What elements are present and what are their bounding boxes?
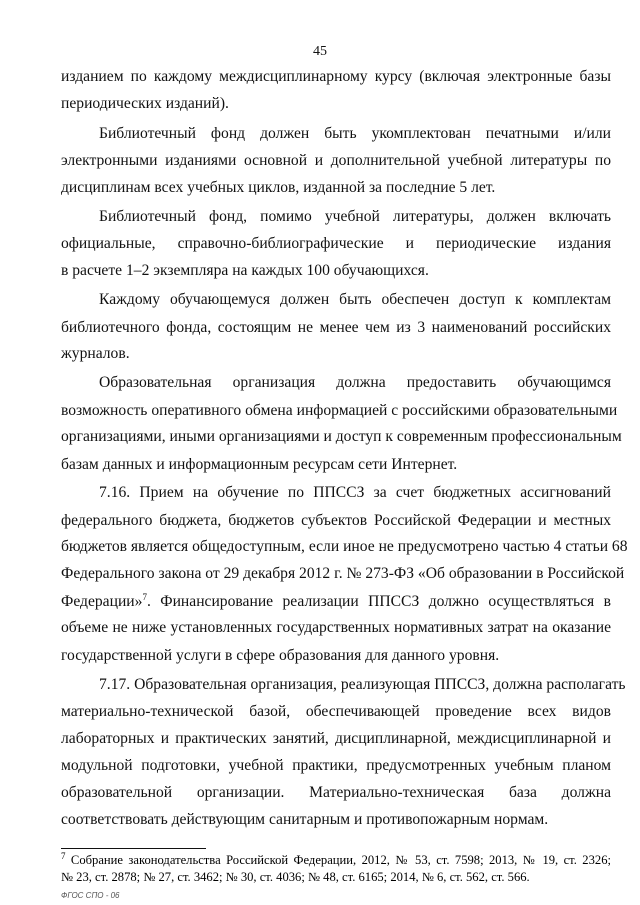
text-line: организациями, иными организациями и доступ к современным профессиональным [61,428,622,446]
text-line: образовательной организации. Материально-техническая база должна [61,783,611,801]
text-line: бюджетов является общедоступным, если иное не предусмотрено частью 4 статьи 68 [61,537,628,555]
text-line: библиотечного фонда, состоящим не менее чем из 3 наименований российских [61,318,611,336]
text-line: официальные, справочно-библиографические и периодические издания [61,235,611,253]
text-line: соответствовать действующим санитарным и противопожарным нормам. [61,811,549,828]
text-line: 7.16. Прием на обучение по ППССЗ за счет бюджетных ассигнований [99,484,611,501]
text-line: Библиотечный фонд, помимо учебной литературы, должен включать [99,208,611,225]
footnote-text: Собрание законодательства Российской Федерации, 2012, № 53, ст. 7598; 2013, № 19, ст. 2326; [70,853,611,867]
text-line: 7.17. Образовательная организация, реализующая ППССЗ, должна располагать [99,675,626,693]
footnote-marker: 7 [61,850,66,861]
text-line: лабораторных и практических занятий, дисциплинарной, междисциплинарной и [61,729,611,747]
footnote-reference[interactable]: 7 [142,591,147,602]
text-line: материально-технической базой, обеспечивающей проведение всех видов [61,703,611,721]
text-fragment: . Финансирование реализации ППССЗ должно осуществляться в [146,592,611,610]
text-line: объеме не ниже установленных государственных нормативных затрат на оказание [61,619,611,637]
text-line: в расчете 1–2 экземпляра на каждых 100 обучающихся. [61,261,429,279]
text-fragment: Федерации» [61,592,143,610]
text-line [61,592,611,612]
text-line: возможность оперативного обмена информацией с российскими образовательными [61,401,618,419]
text-line: федерального бюджета, бюджетов субъектов Российской Федерации и местных [61,511,611,529]
footnote-line: № 23, ст. 2878; № 27, ст. 3462; № 30, ст. 4036; № 48, ст. 6165; 2014, № 6, ст. 562, ст. 566. [61,870,530,884]
text-line: Библиотечный фонд должен быть укомплектован печатными и/или [99,124,611,142]
text-line: государственной услуги в сфере образования для данного уровня. [61,646,500,664]
text-line: базам данных и информационным ресурсам сети Интернет. [61,455,458,473]
text-line: модульной подготовки, учебной практики, предусмотренных учебным планом [61,757,611,775]
text-line: Образовательная организация должна предоставить обучающимся [99,374,611,392]
text-line: журналов. [61,345,130,362]
footnote-line [61,852,611,868]
footnote-separator [61,848,206,849]
text-line: электронными изданиями основной и дополнительной учебной литературы по [61,152,611,170]
text-line: Каждому обучающемуся должен быть обеспечен доступ к комплектам [99,291,611,309]
text-line: периодических изданий). [61,95,229,113]
page-number: 45 [313,44,327,59]
text-line: изданием по каждому междисциплинарному курсу (включая электронные базы [61,68,611,85]
footer-mark: ФГОС СПО - 06 [61,891,120,900]
text-line: Федерального закона от 29 декабря 2012 г. № 273-ФЗ «Об образовании в Российской [61,565,625,583]
text-line: дисциплинам всех учебных циклов, изданной за последние 5 лет. [61,178,496,196]
